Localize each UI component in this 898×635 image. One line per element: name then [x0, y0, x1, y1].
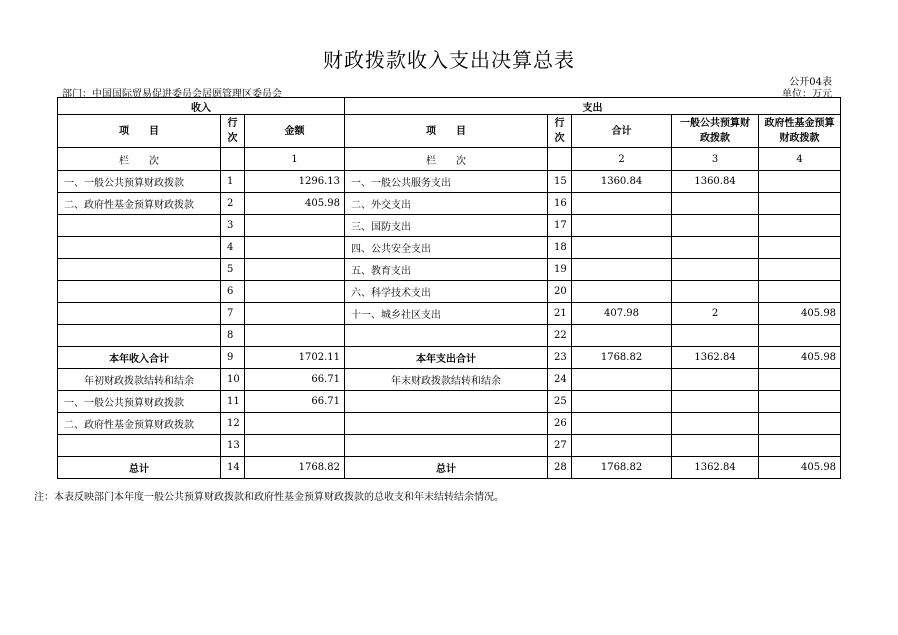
income-row-number: 6 — [221, 281, 245, 303]
total-header: 合计 — [572, 115, 672, 148]
income-amount-cell — [245, 237, 345, 259]
gov-fund-header: 政府性基金预算财政拨款 — [759, 115, 841, 148]
footnote: 注：本表反映部门本年度一般公共预算财政拨款和政府性基金预算财政拨款的总收支和年末结转结余情况。 — [34, 492, 504, 503]
expense-item-cell: 五、教育支出 — [345, 259, 548, 281]
income-row-number: 11 — [221, 391, 245, 413]
gov-fund-cell — [759, 369, 841, 391]
total-cell — [572, 215, 672, 237]
table-row — [58, 457, 841, 479]
general-budget-cell — [672, 369, 759, 391]
general-budget-cell: 1362.84 — [672, 457, 759, 479]
table-row — [58, 259, 841, 281]
budget-table — [57, 97, 841, 479]
income-amount-cell — [245, 435, 345, 457]
col-3: 3 — [672, 148, 759, 171]
income-row-number: 12 — [221, 413, 245, 435]
income-item-cell: 年初财政拨款结转和结余 — [58, 369, 221, 391]
total-cell — [572, 325, 672, 347]
income-item-cell: 一、一般公共预算财政拨款 — [58, 391, 221, 413]
table-row — [58, 171, 841, 193]
income-item-cell — [58, 435, 221, 457]
expense-item-cell: 二、外交支出 — [345, 193, 548, 215]
expense-row-number: 21 — [548, 303, 572, 325]
expense-header: 支出 — [345, 98, 841, 115]
total-cell — [572, 237, 672, 259]
income-amount-cell — [245, 325, 345, 347]
income-header: 收入 — [58, 98, 345, 115]
income-row-number: 3 — [221, 215, 245, 237]
gov-fund-cell — [759, 325, 841, 347]
form-code: 公开04表 — [789, 77, 832, 88]
income-item-cell: 二、政府性基金预算财政拨款 — [58, 413, 221, 435]
expense-item-cell — [345, 391, 548, 413]
income-item-cell — [58, 325, 221, 347]
expense-row-number: 25 — [548, 391, 572, 413]
income-item-cell — [58, 237, 221, 259]
expense-item-cell: 十一、城乡社区支出 — [345, 303, 548, 325]
gov-fund-cell — [759, 171, 841, 193]
table-row — [58, 237, 841, 259]
income-row-number: 13 — [221, 435, 245, 457]
gov-fund-cell: 405.98 — [759, 457, 841, 479]
expense-row-number: 15 — [548, 171, 572, 193]
general-budget-cell — [672, 281, 759, 303]
gov-fund-cell — [759, 281, 841, 303]
general-budget-cell: 2 — [672, 303, 759, 325]
expense-item-cell — [345, 413, 548, 435]
income-amount-cell: 405.98 — [245, 193, 345, 215]
income-amount-cell: 1702.11 — [245, 347, 345, 369]
income-item-cell: 本年收入合计 — [58, 347, 221, 369]
expense-item-cell — [345, 435, 548, 457]
income-amount-cell: 1768.82 — [245, 457, 345, 479]
total-cell — [572, 281, 672, 303]
expense-column-label: 栏 次 — [345, 148, 548, 171]
income-item-cell: 二、政府性基金预算财政拨款 — [58, 193, 221, 215]
general-budget-cell — [672, 391, 759, 413]
expense-item-cell: 本年支出合计 — [345, 347, 548, 369]
gov-fund-cell: 405.98 — [759, 347, 841, 369]
general-budget-cell — [672, 325, 759, 347]
general-budget-header: 一般公共预算财政拨款 — [672, 115, 759, 148]
income-amount-cell — [245, 303, 345, 325]
expense-row-number: 27 — [548, 435, 572, 457]
expense-item-cell: 年末财政拨款结转和结余 — [345, 369, 548, 391]
total-cell — [572, 193, 672, 215]
col-4: 4 — [759, 148, 841, 171]
total-cell — [572, 413, 672, 435]
income-row-number: 5 — [221, 259, 245, 281]
gov-fund-cell — [759, 413, 841, 435]
table-row — [58, 413, 841, 435]
income-row-number: 14 — [221, 457, 245, 479]
income-item-cell — [58, 259, 221, 281]
table-row — [58, 193, 841, 215]
expense-item-cell: 四、公共安全支出 — [345, 237, 548, 259]
expense-item-cell: 总计 — [345, 457, 548, 479]
column-index-row — [58, 148, 841, 171]
income-row-number: 9 — [221, 347, 245, 369]
total-cell: 1768.82 — [572, 347, 672, 369]
header-row-2 — [58, 115, 841, 148]
expense-item-cell: 六、科学技术支出 — [345, 281, 548, 303]
income-amount-cell — [245, 259, 345, 281]
income-amount-cell: 66.71 — [245, 391, 345, 413]
income-amount-cell: 66.71 — [245, 369, 345, 391]
total-cell: 407.98 — [572, 303, 672, 325]
general-budget-cell — [672, 215, 759, 237]
income-amount-cell: 1296.13 — [245, 171, 345, 193]
expense-row-number: 17 — [548, 215, 572, 237]
expense-row-number: 26 — [548, 413, 572, 435]
general-budget-cell — [672, 193, 759, 215]
income-item-cell — [58, 215, 221, 237]
income-column-label: 栏 次 — [58, 148, 221, 171]
expense-row-number: 18 — [548, 237, 572, 259]
expense-row-number: 22 — [548, 325, 572, 347]
income-row-number: 4 — [221, 237, 245, 259]
gov-fund-cell — [759, 237, 841, 259]
gov-fund-cell — [759, 435, 841, 457]
total-cell — [572, 435, 672, 457]
table-row — [58, 215, 841, 237]
department-label: 部门：中国国际贸易促进委员会居愿管理区委员会 — [62, 89, 282, 100]
general-budget-cell — [672, 237, 759, 259]
table-row — [58, 303, 841, 325]
col-2: 2 — [572, 148, 672, 171]
table-row — [58, 369, 841, 391]
income-amount-cell — [245, 215, 345, 237]
general-budget-cell — [672, 259, 759, 281]
income-item-cell: 一、一般公共预算财政拨款 — [58, 171, 221, 193]
total-cell: 1768.82 — [572, 457, 672, 479]
income-rowno-header: 行次 — [221, 115, 245, 148]
table-row — [58, 281, 841, 303]
income-row-number: 10 — [221, 369, 245, 391]
expense-row-number: 23 — [548, 347, 572, 369]
page-title: 财政拨款收入支出决算总表 — [323, 48, 575, 72]
income-row-number: 2 — [221, 193, 245, 215]
header-row-1 — [58, 98, 841, 115]
expense-rowno-header: 行次 — [548, 115, 572, 148]
total-cell: 1360.84 — [572, 171, 672, 193]
gov-fund-cell — [759, 193, 841, 215]
gov-fund-cell — [759, 391, 841, 413]
unit-label: 单位：万元 — [782, 89, 832, 100]
table-row — [58, 325, 841, 347]
income-row-number: 1 — [221, 171, 245, 193]
table-row — [58, 391, 841, 413]
gov-fund-cell: 405.98 — [759, 303, 841, 325]
expense-row-number: 28 — [548, 457, 572, 479]
total-cell — [572, 369, 672, 391]
gov-fund-cell — [759, 259, 841, 281]
income-item-cell — [58, 303, 221, 325]
expense-item-cell — [345, 325, 548, 347]
gov-fund-cell — [759, 215, 841, 237]
general-budget-cell: 1360.84 — [672, 171, 759, 193]
expense-row-number: 16 — [548, 193, 572, 215]
income-amount-header: 金额 — [245, 115, 345, 148]
general-budget-cell — [672, 413, 759, 435]
table-row — [58, 435, 841, 457]
expense-item-header: 项 目 — [345, 115, 548, 148]
income-row-number: 7 — [221, 303, 245, 325]
general-budget-cell: 1362.84 — [672, 347, 759, 369]
income-amount-cell — [245, 281, 345, 303]
income-amount-cell — [245, 413, 345, 435]
general-budget-cell — [672, 435, 759, 457]
income-item-cell — [58, 281, 221, 303]
expense-row-number: 24 — [548, 369, 572, 391]
income-item-cell: 总计 — [58, 457, 221, 479]
expense-row-number: 19 — [548, 259, 572, 281]
col-1: 1 — [245, 148, 345, 171]
table-row — [58, 347, 841, 369]
expense-item-cell: 一、一般公共服务支出 — [345, 171, 548, 193]
total-cell — [572, 391, 672, 413]
expense-row-number: 20 — [548, 281, 572, 303]
income-row-number: 8 — [221, 325, 245, 347]
total-cell — [572, 259, 672, 281]
income-item-header: 项 目 — [58, 115, 221, 148]
expense-item-cell: 三、国防支出 — [345, 215, 548, 237]
